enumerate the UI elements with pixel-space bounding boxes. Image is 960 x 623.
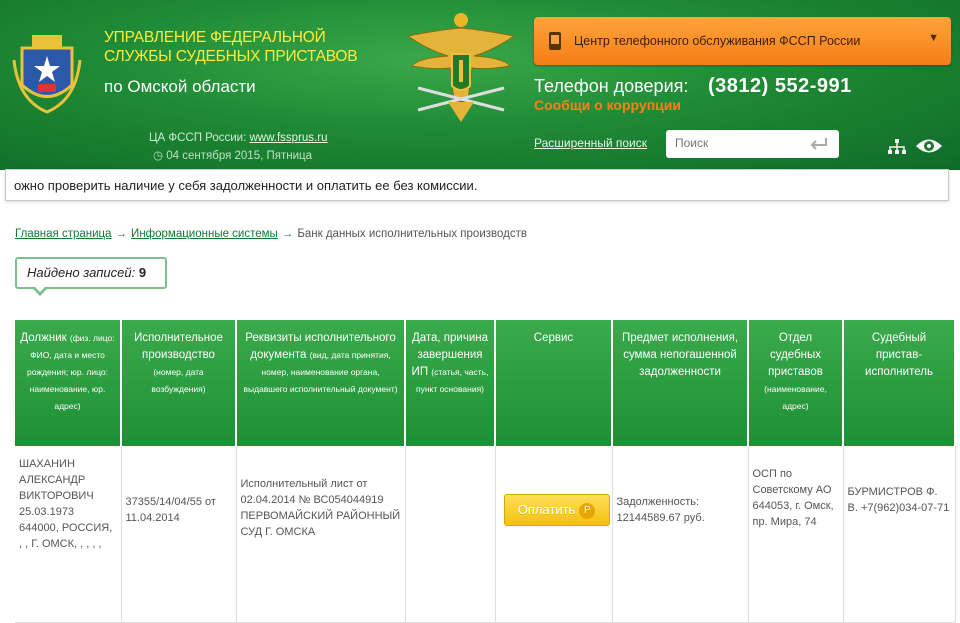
site-header	[0, 0, 960, 170]
cell-debtor: ШАХАНИН АЛЕКСАНДР ВИКТОРОВИЧ 25.03.1973 644000, РОССИЯ, , , Г. ОМСК, , , , ,	[15, 446, 121, 623]
header-proceeding-title: Исполнительное производство	[134, 332, 223, 361]
breadcrumb	[15, 228, 527, 240]
cell-proceeding: 37355/14/04/55 от 11.04.2014	[121, 446, 236, 623]
table-row	[15, 446, 955, 623]
cell-end-date	[405, 446, 495, 623]
call-center-label: Центр телефонного обслуживания ФССП России	[574, 34, 861, 48]
cell-bailiff: БУРМИСТРОВ Ф. В. +7(962)034-07-71	[843, 446, 955, 623]
results-count	[27, 265, 146, 280]
arrow-right-icon: →	[115, 228, 128, 240]
cell-department: ОСП по Советскому АО 644053, г. Омск, пр. Мира, 74	[748, 446, 843, 623]
hotline-number: (3812) 552-991	[708, 75, 852, 97]
central-office-label: ЦА ФССП России:	[149, 132, 250, 144]
header-end-note: (статья, часть, пункт основания)	[415, 367, 489, 394]
header-end-date	[405, 320, 495, 446]
pay-button[interactable]	[504, 494, 610, 526]
header-bailiff	[843, 320, 955, 446]
omsk-coat-of-arms-icon	[12, 30, 82, 114]
results-number: 9	[138, 265, 147, 280]
header-document	[236, 320, 405, 446]
header-debtor	[15, 320, 121, 446]
header-document-title: Реквизиты исполнительного документа	[245, 332, 396, 361]
org-title-line-1: УПРАВЛЕНИЕ ФЕДЕРАЛЬНОЙ	[104, 29, 326, 46]
advanced-search-link[interactable]: Расширенный поиск	[534, 136, 647, 150]
cell-subject: Задолженность: 12144589.67 руб.	[612, 446, 748, 623]
news-ticker	[5, 169, 949, 201]
header-subject-title: Предмет исполнения, сумма непогашенной задолженности	[621, 332, 739, 378]
header-department	[748, 320, 843, 446]
central-office-link[interactable]: www.fssprus.ru	[249, 132, 328, 144]
breadcrumb-current: Банк данных исполнительных производств	[297, 228, 527, 240]
header-department-title: Отдел судебных приставов	[768, 332, 823, 378]
ruble-icon: Р	[579, 503, 595, 519]
clock-icon: ◷	[153, 150, 164, 162]
results-count-badge	[15, 257, 167, 289]
breadcrumb-home[interactable]: Главная страница	[15, 228, 112, 240]
org-title	[104, 28, 357, 66]
breadcrumb-info-systems[interactable]: Информационные системы	[131, 228, 278, 240]
report-corruption-link[interactable]: Сообщи о коррупции	[534, 97, 681, 113]
current-date-text: 04 сентября 2015, Пятница	[166, 150, 312, 162]
region-subtitle: по Омской области	[104, 77, 256, 96]
chevron-down-icon: ▼	[928, 32, 939, 44]
header-service	[495, 320, 612, 446]
search-box	[666, 130, 839, 158]
pay-button-label: Оплатить	[517, 502, 576, 517]
phone-icon	[548, 31, 562, 51]
results-label: Найдено записей:	[27, 265, 136, 280]
cell-document: Исполнительный лист от 02.04.2014 № ВС054044919 ПЕРВОМАЙСКИЙ РАЙОННЫЙ СУД Г. ОМСКА	[236, 446, 405, 623]
enforcement-table	[15, 320, 956, 623]
header-service-title: Сервис	[533, 332, 574, 344]
ticker-text: ожно проверить наличие у себя задолженности и оплатить ее без комиссии.	[14, 178, 478, 193]
org-title-line-2: СЛУЖБЫ СУДЕБНЫХ ПРИСТАВОВ	[104, 48, 358, 65]
header-proceeding	[121, 320, 236, 446]
hotline-label: Телефон доверия:	[534, 76, 689, 96]
table-header-row	[15, 320, 955, 446]
header-bailiff-title: Судебный пристав-исполнитель	[865, 332, 933, 378]
call-center-button[interactable]	[534, 17, 951, 65]
header-department-note: (наименование, адрес)	[764, 384, 827, 411]
eagle-emblem-icon	[398, 10, 524, 128]
header-debtor-note: (физ. лицо: ФИО, дата и место рождения; юр. лицо: наименование, юр. адрес)	[27, 333, 115, 411]
header-document-note: (вид, дата принятия, номер, наименование органа, выдавшего исполнительный документ)	[243, 350, 398, 394]
header-end-title: Дата, причина завершения ИП	[411, 332, 489, 378]
enter-icon[interactable]	[809, 136, 829, 150]
eye-icon[interactable]	[915, 137, 943, 155]
sitemap-icon[interactable]	[888, 139, 906, 155]
header-subject	[612, 320, 748, 446]
search-input[interactable]	[666, 130, 805, 156]
cell-service	[495, 446, 612, 623]
central-office-info	[149, 132, 327, 144]
header-debtor-title: Должник	[20, 332, 67, 344]
current-date	[153, 148, 312, 162]
arrow-right-icon: →	[281, 228, 294, 240]
header-proceeding-note: (номер, дата возбуждения)	[151, 367, 206, 394]
badge-tail-inner	[34, 286, 46, 292]
